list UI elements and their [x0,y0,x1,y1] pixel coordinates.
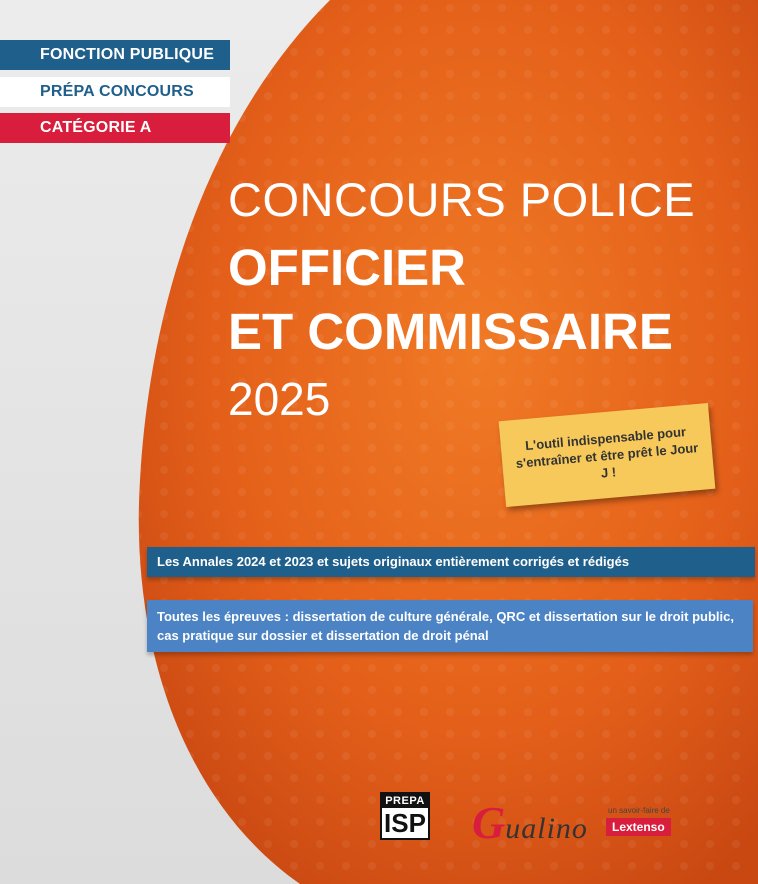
gualino-logo [472,797,588,848]
lextenso-tagline: un savoir-faire de [608,806,670,815]
tag-categorie: CATÉGORIE A [0,113,230,143]
sticky-note [499,403,716,507]
lextenso-wordmark: Lextenso [606,818,671,836]
title-line-2: OFFICIER [228,239,466,296]
prepa-logo-top: PREPA [382,794,428,808]
gualino-logo-initial: G [472,797,506,848]
tag-fonction-publique: FONCTION PUBLIQUE [0,40,230,70]
epreuves-band: Toutes les épreuves : dissertation de culture générale, QRC et dissertation sur le droit public, cas pratique sur dossier et dissertation de droit pénal [147,600,753,652]
annales-band: Les Annales 2024 et 2023 et sujets originaux entièrement corrigés et rédigés [147,547,755,577]
title-year: 2025 [228,373,331,425]
lextenso-logo [606,806,671,836]
prepa-isp-logo [380,792,430,840]
tag-prepa-concours: PRÉPA CONCOURS [0,77,230,107]
title-line-1: CONCOURS POLICE [228,173,696,226]
gualino-logo-rest: ualino [505,812,588,845]
sticky-note-text: L'outil indispensable pour s'entraîner et être prêt le Jour J ! [515,423,699,481]
prepa-logo-bottom: ISP [384,808,426,838]
title-line-3: ET COMMISSAIRE [228,303,673,360]
